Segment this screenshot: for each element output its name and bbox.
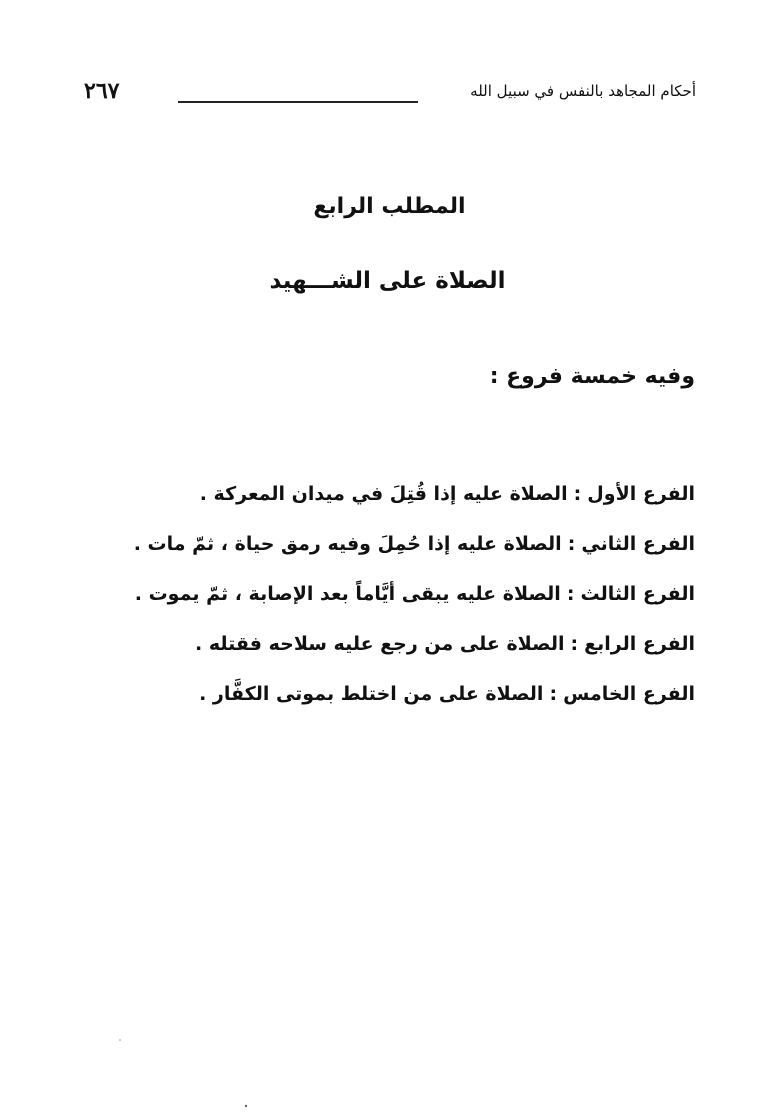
- branch-separator: :: [570, 633, 579, 655]
- branch-item: [55, 676, 695, 726]
- branch-text: الصلاة على من رجع عليه سلاحه فقتله .: [195, 633, 565, 655]
- branch-label: الفرع الثالث: [580, 583, 695, 605]
- branch-item: [55, 476, 695, 526]
- branch-text: الصلاة على من اختلط بموتى الكفَّار .: [199, 683, 544, 705]
- header-rule: [178, 101, 418, 103]
- branch-label: الفرع الثاني: [581, 533, 695, 555]
- branch-separator: :: [566, 583, 575, 605]
- page-number: ٢٦٧: [84, 78, 120, 104]
- running-header: [70, 78, 696, 114]
- branch-item: [55, 626, 695, 676]
- running-title: أحكام المجاهد بالنفس في سبيل الله: [470, 82, 696, 100]
- branch-label: الفرع الرابع: [584, 633, 695, 655]
- section-title: الصلاة على الشـــهيد: [269, 268, 506, 294]
- branch-item: [55, 576, 695, 626]
- section-heading: المطلب الرابع: [313, 194, 466, 219]
- branch-item: [55, 526, 695, 576]
- branch-text: الصلاة عليه إذا حُمِلَ وفيه رمق حياة ، ثمّ مات .: [133, 533, 562, 555]
- branch-text: الصلاة عليه يبقى أيَّاماً بعد الإصابة ، ثمّ يموت .: [134, 583, 561, 605]
- branch-list: [55, 476, 695, 726]
- branch-separator: :: [567, 533, 576, 555]
- intro-line: وفيه خمسة فروع :: [489, 364, 695, 389]
- branch-separator: :: [549, 683, 558, 705]
- branch-text: الصلاة عليه إذا قُتِلَ في ميدان المعركة .: [199, 483, 568, 505]
- branch-label: الفرع الأول: [587, 483, 695, 505]
- branch-label: الفرع الخامس: [563, 683, 695, 705]
- branch-separator: :: [573, 483, 582, 505]
